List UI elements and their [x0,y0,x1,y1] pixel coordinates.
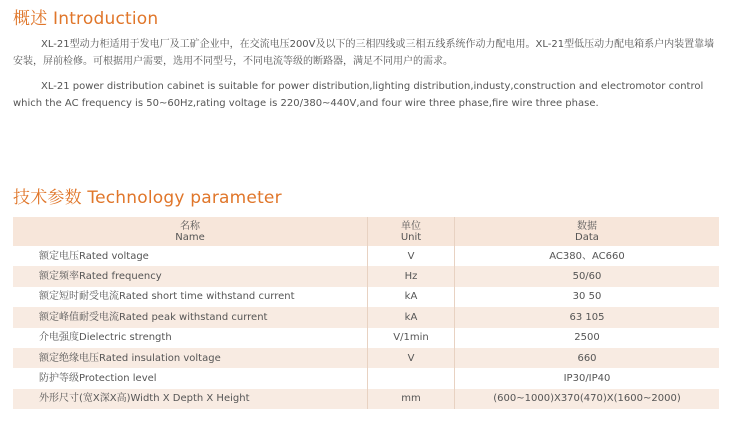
row-name: 额定电压Rated voltage [13,246,368,266]
row-unit: V [368,246,455,266]
header-name-cn: 名称 [180,220,200,232]
header-name-en: Name [175,231,205,243]
header-name [13,217,368,246]
header-unit [368,217,455,246]
introduction-text-cn: XL-21型动力柜适用于发电厂及工矿企业中，在交流电压200V及以下的三相四线或三相五线系统作动力配电用。XL-21型低压动力配电箱系户内装置靠墙安装，屏前检修。可根据用户需要，选用不同型号，不同电流等级的断路器，满足不同用户的需求。 [13,39,715,67]
table-header-row [13,217,719,246]
row-unit: kA [368,287,455,307]
table-row [13,307,719,327]
row-value: AC380、AC660 [455,246,720,266]
parameter-table [13,217,719,409]
row-value: 30 50 [455,287,720,307]
technology-parameter-title: 技术参数 Technology parameter [13,188,282,208]
header-data-cn: 数据 [577,220,597,232]
row-value: 660 [455,348,720,368]
header-data [455,217,720,246]
header-unit-en: Unit [400,231,422,243]
row-name: 额定峰值耐受电流Rated peak withstand current [13,307,368,327]
header-unit-cn: 单位 [401,220,421,232]
table-row [13,328,719,348]
row-unit [368,368,455,388]
row-unit: V [368,348,455,368]
row-name: 额定绝缘电压Rated insulation voltage [13,348,368,368]
table-row [13,368,719,388]
row-value: 50/60 [455,266,720,286]
table-row [13,389,719,409]
table-row [13,246,719,266]
table-row [13,348,719,368]
row-unit: kA [368,307,455,327]
table-row [13,266,719,286]
row-name: 防护等级Protection level [13,368,368,388]
row-value: 2500 [455,328,720,348]
table-row [13,287,719,307]
row-unit: V/1min [368,328,455,348]
header-data-en: Data [575,231,599,243]
row-name: 外形尺寸(宽X深X高)Width X Depth X Height [13,389,368,409]
row-unit: Hz [368,266,455,286]
introduction-text-en: XL-21 power distribution cabinet is suitable for power distribution,lighting distribution,industy,construction and electromotor control which the AC frequency is 50~60Hz,rating voltage is 220/380~440V,and four wire three phase,fire wire three phase. [13,81,704,109]
row-name: 额定短时耐受电流Rated short time withstand current [13,287,368,307]
row-name: 介电强度Dielectric strength [13,328,368,348]
row-value: 63 105 [455,307,720,327]
row-value: IP30/IP40 [455,368,720,388]
row-name: 额定频率Rated frequency [13,266,368,286]
introduction-title: 概述 Introduction [13,9,159,29]
row-unit: mm [368,389,455,409]
row-value: (600~1000)X370(470)X(1600~2000) [455,389,720,409]
